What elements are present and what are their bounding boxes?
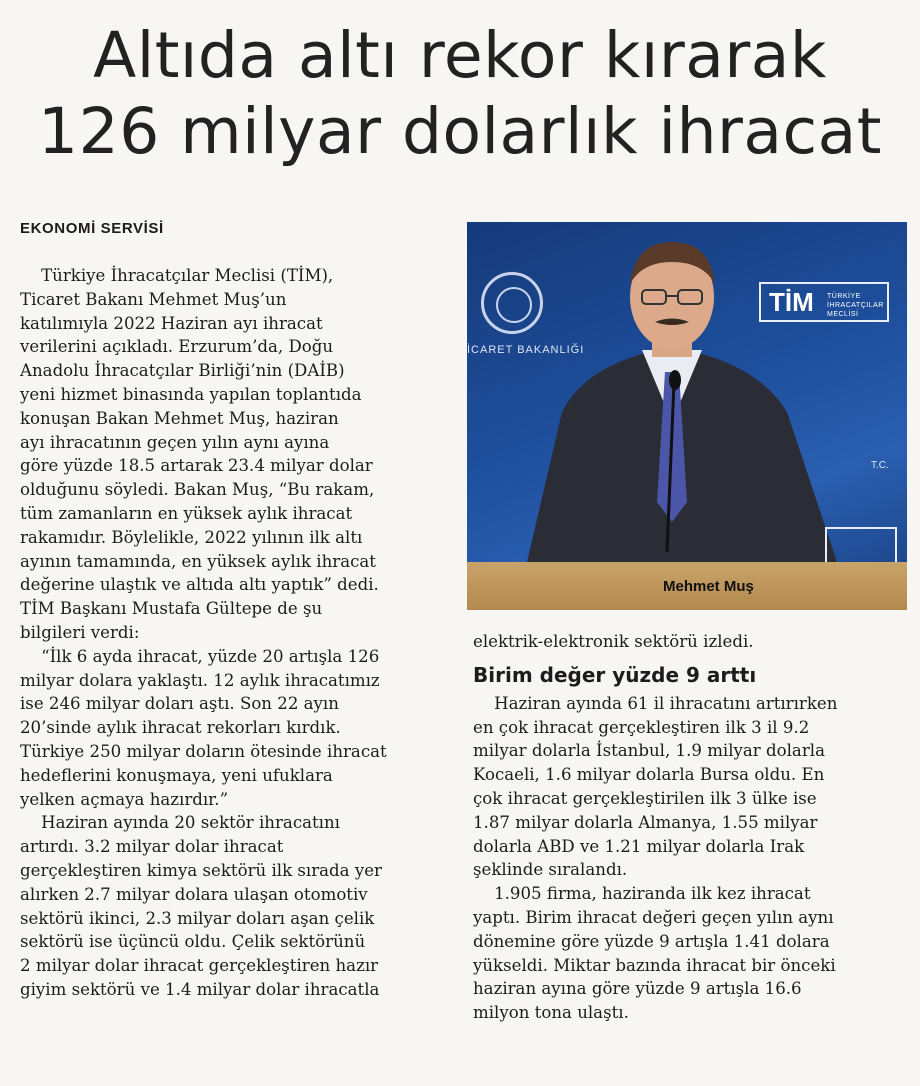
text-line: yaptı. Birim ihracat değeri geçen yılın aynı [473, 907, 834, 927]
text-line: 1.87 milyar dolarla Almanya, 1.55 milyar [473, 812, 818, 832]
text-line: bilgileri verdi: [20, 622, 140, 642]
headline [0, 18, 920, 170]
text-line: katılımıyla 2022 Haziran ayı ihracat [20, 313, 323, 333]
text-line: Türkiye 250 milyar doların ötesinde ihracat [20, 741, 387, 761]
text-line: 20’sinde aylık ihracat rekorları kırdık. [20, 718, 341, 738]
ministry-text: İCARET BAKANLIĞI [467, 344, 585, 356]
text-line: Kocaeli, 1.6 milyar dolarla Bursa oldu. En [473, 765, 825, 785]
text-line: değerine ulaştık ve altıda altı yaptık” dedi. [20, 575, 379, 595]
text-line: alırken 2.7 milyar dolara ulaşan otomotiv [20, 884, 368, 904]
tim-logo-text: TİM [769, 287, 814, 317]
text-line: şeklinde sıralandı. [473, 860, 628, 880]
text-line: tüm zamanların en yüksek aylık ihracat [20, 503, 353, 523]
text-line: 1.905 firma, haziranda ilk kez ihracat [473, 884, 811, 904]
tim-logo-subtext: TÜRKİYE İHRACATÇILAR MECLİSİ [827, 293, 884, 318]
text-line: Anadolu İhracatçılar Birliği’nin (DAİB) [20, 361, 345, 381]
text-line: olduğunu söyledi. Bakan Muş, “Bu rakam, [20, 480, 375, 500]
text-line: konuşan Bakan Mehmet Muş, haziran [20, 408, 339, 428]
article-photo [467, 222, 907, 610]
tim-logo [759, 282, 889, 322]
tim-logo-secondary [825, 527, 897, 567]
right-column-intro: elektrik-elektronik sektörü izledi. [473, 632, 754, 651]
text-line: haziran ayına göre yüzde 9 artışla 16.6 [473, 979, 802, 999]
text-line: dolarla ABD ve 1.21 milyar dolarla Irak [473, 836, 805, 856]
text-line: dönemine göre yüzde 9 artışla 1.41 dolara [473, 931, 830, 951]
tc-text: T.C. [871, 460, 889, 471]
text-line: milyar dolara yaklaştı. 12 aylık ihracatımız [20, 670, 380, 690]
text-line: sektörü ikinci, 2.3 milyar doları aşan çelik [20, 908, 375, 928]
text-line: en çok ihracat gerçekleştiren ilk 3 il 9.2 [473, 717, 810, 737]
text-line: çok ihracat gerçekleştirilen ilk 3 ülke ise [473, 788, 817, 808]
text-line: sektörü ise üçüncü oldu. Çelik sektörünü [20, 932, 366, 952]
text-line: “İlk 6 ayda ihracat, yüzde 20 artışla 126 [20, 646, 380, 666]
text-line: göre yüzde 18.5 artarak 23.4 milyar dolar [20, 456, 373, 476]
headline-line-2: 126 milyar dolarlık ihracat [38, 95, 882, 168]
text-line: ise 246 milyar doları aştı. Son 22 ayın [20, 694, 339, 714]
headline-line-1: Altıda altı rekor kırarak [93, 19, 827, 92]
ministry-logo [481, 272, 543, 334]
text-line: TİM Başkanı Mustafa Gültepe de şu [20, 599, 323, 619]
text-line: Ticaret Bakanı Mehmet Muş’un [20, 289, 287, 309]
text-line: 2 milyar dolar ihracat gerçekleştiren hazır [20, 956, 379, 976]
text-line: yelken açmaya hazırdır.” [20, 789, 229, 809]
text-line: Haziran ayında 61 il ihracatını artırırken [473, 693, 838, 713]
right-column [473, 630, 913, 1025]
byline: EKONOMİ SERVİSİ [20, 220, 164, 237]
text-line: hedeflerini konuşmaya, yeni ufuklara [20, 765, 333, 785]
text-line: ayının tamamında, en yüksek aylık ihracat [20, 551, 376, 571]
text-line: rakamıdır. Böylelikle, 2022 yılının ilk altı [20, 527, 363, 547]
text-line: artırdı. 3.2 milyar dolar ihracat [20, 837, 284, 857]
text-line: ayı ihracatının geçen yılın aynı ayına [20, 432, 330, 452]
text-line: giyim sektörü ve 1.4 milyar dolar ihracatla [20, 979, 380, 999]
photo-caption: Mehmet Muş [663, 578, 754, 595]
subhead: Birim değer yüzde 9 arttı [473, 662, 757, 687]
text-line: verilerini açıkladı. Erzurum’da, Doğu [20, 337, 334, 357]
text-line: yeni hizmet binasında yapılan toplantıda [20, 384, 362, 404]
text-line: yükseldi. Miktar bazında ihracat bir önceki [473, 955, 836, 975]
text-line: milyon tona ulaştı. [473, 1003, 629, 1023]
text-line: gerçekleştiren kimya sektörü ilk sırada yer [20, 860, 382, 880]
text-line: Türkiye İhracatçılar Meclisi (TİM), [20, 266, 334, 285]
text-line: milyar dolarla İstanbul, 1.9 milyar dolarla [473, 741, 825, 761]
left-column [20, 264, 460, 1002]
text-line: Haziran ayında 20 sektör ihracatını [20, 813, 340, 833]
